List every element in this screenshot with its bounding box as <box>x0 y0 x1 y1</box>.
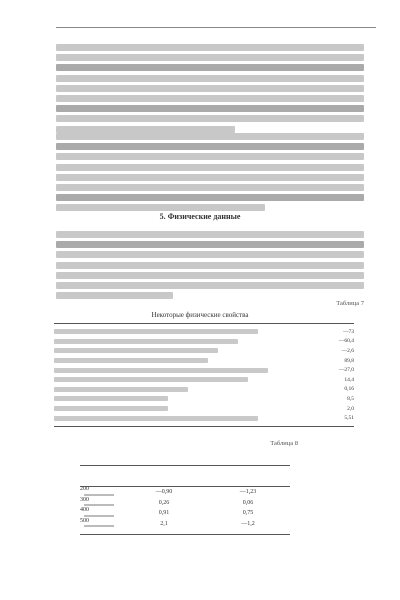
table2-cell: —1,2 <box>241 520 255 527</box>
table-row <box>80 519 290 530</box>
paragraph-1 <box>56 44 364 136</box>
table1-row <box>54 346 354 356</box>
table1-row <box>54 337 354 347</box>
table1-row <box>54 327 354 337</box>
table1 <box>54 327 354 423</box>
table2-cell: 2,1 <box>160 520 168 527</box>
table1-value: —2,6 <box>341 347 354 354</box>
table1-row <box>54 356 354 366</box>
table1-top-rule <box>54 323 354 324</box>
table1-row <box>54 394 354 404</box>
table1-value: 89,8 <box>344 357 354 364</box>
table1-label: Таблица 7 <box>336 300 364 307</box>
table1-value: 0,16 <box>344 386 354 393</box>
table1-value: 8,5 <box>347 395 354 402</box>
section-title: 5. Физические данные <box>159 212 241 221</box>
table1-value: —73 <box>343 328 354 335</box>
table1-value: 14,4 <box>344 376 354 383</box>
table1-bottom-rule <box>54 426 354 427</box>
table1-row <box>54 413 354 423</box>
table1-row <box>54 404 354 414</box>
header-rule <box>56 27 376 28</box>
table2-label: Таблица 8 <box>270 440 298 447</box>
table2-cell: 0,06 <box>242 499 254 506</box>
table2 <box>80 468 290 529</box>
table2-cell: —1,23 <box>239 489 257 496</box>
table1-row <box>54 375 354 385</box>
table1-value: 5,51 <box>344 415 354 422</box>
table1-title: Некоторые физические свойства <box>151 311 249 319</box>
table2-cell: 0,75 <box>242 510 254 517</box>
paragraph-2 <box>56 133 364 215</box>
table2-bottom-rule <box>80 534 290 535</box>
table2-cell: 500 <box>80 517 89 524</box>
table1-row <box>54 365 354 375</box>
table2-cell: 0,91 <box>158 510 170 517</box>
table2-cell: 200 <box>80 486 89 493</box>
paragraph-3 <box>56 231 364 302</box>
table2-cell: 400 <box>80 507 89 514</box>
table1-value: —27,0 <box>338 367 354 374</box>
table2-cell: 300 <box>80 496 89 503</box>
table2-header-rule <box>80 486 290 487</box>
table2-header-row <box>80 468 290 486</box>
table2-cell: —0,90 <box>155 489 173 496</box>
table1-row <box>54 385 354 395</box>
table1-value: —60,4 <box>338 338 354 345</box>
table2-cell: 0,26 <box>158 499 170 506</box>
table1-value: 2,0 <box>347 405 354 412</box>
table2-top-rule <box>80 465 290 466</box>
